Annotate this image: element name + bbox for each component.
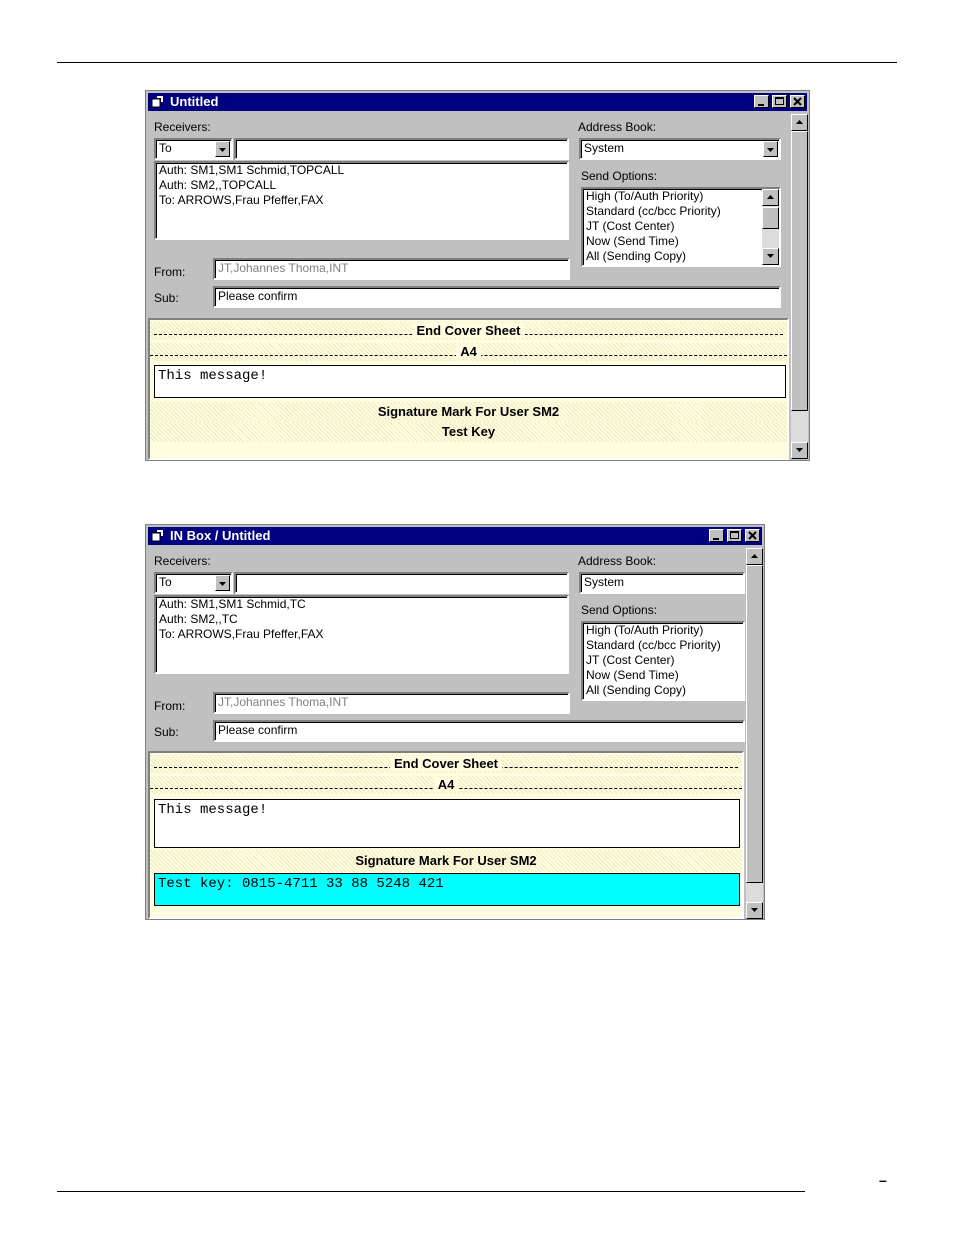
- list-item[interactable]: Auth: SM2,,TC: [159, 612, 238, 626]
- title-bar[interactable]: [148, 527, 762, 545]
- window-scrollbar[interactable]: [791, 114, 808, 459]
- minimize-button[interactable]: [709, 529, 724, 542]
- list-item[interactable]: All (Sending Copy): [586, 683, 687, 697]
- list-item[interactable]: Auth: SM1,SM1 Schmid,TC: [159, 597, 306, 611]
- chevron-down-icon: [767, 148, 775, 153]
- address-book-dropdown[interactable]: [763, 141, 778, 157]
- arrow-down-icon: [796, 448, 804, 453]
- test-key-field[interactable]: Test key: 0815-4711 33 88 5248 421: [154, 873, 740, 906]
- recipient-type-select[interactable]: To: [154, 572, 233, 594]
- subject-field[interactable]: Please confirm: [213, 286, 781, 308]
- arrow-down-icon: [751, 908, 759, 913]
- from-label: From:: [154, 265, 186, 279]
- compose-window-inbox: [145, 524, 765, 920]
- minimize-icon: [756, 96, 767, 107]
- list-item[interactable]: To: ARROWS,Frau Pfeffer,FAX: [159, 627, 324, 641]
- window-scrollbar[interactable]: [746, 548, 763, 919]
- footer-rule: [57, 1191, 805, 1192]
- maximize-icon: [774, 96, 785, 107]
- arrow-up-icon: [796, 120, 804, 125]
- list-item[interactable]: Now (Send Time): [586, 668, 679, 682]
- minimize-button[interactable]: [754, 95, 769, 108]
- list-item[interactable]: Standard (cc/bcc Priority): [586, 638, 721, 652]
- end-cover-sheet-separator: End Cover Sheet: [150, 322, 787, 340]
- app-icon: [151, 96, 163, 108]
- arrow-up-icon: [767, 195, 775, 200]
- list-item[interactable]: To: ARROWS,Frau Pfeffer,FAX: [159, 193, 324, 207]
- close-button[interactable]: [790, 95, 805, 108]
- subject-field[interactable]: Please confirm: [213, 720, 745, 742]
- signature-mark: Signature Mark For User SM2: [150, 850, 742, 872]
- scroll-down-button[interactable]: [746, 902, 763, 919]
- close-icon: [747, 530, 758, 541]
- scroll-up-button[interactable]: [791, 114, 808, 131]
- compose-window-untitled: [145, 90, 810, 461]
- address-book-label: Address Book:: [578, 554, 657, 568]
- arrow-up-icon: [751, 554, 759, 559]
- recipient-type-dropdown[interactable]: [215, 141, 230, 157]
- receivers-list[interactable]: [154, 595, 569, 674]
- close-icon: [792, 96, 803, 107]
- maximize-icon: [729, 530, 740, 541]
- send-options-scrollbar[interactable]: [762, 189, 779, 265]
- maximize-button[interactable]: [772, 95, 787, 108]
- list-item[interactable]: Now (Send Time): [586, 234, 679, 248]
- scroll-thumb[interactable]: [791, 131, 808, 411]
- list-item[interactable]: Auth: SM1,SM1 Schmid,TOPCALL: [159, 163, 345, 177]
- recipient-input[interactable]: [234, 572, 569, 594]
- address-book-label: Address Book:: [578, 120, 657, 134]
- app-icon: [151, 530, 163, 542]
- message-body[interactable]: This message!: [154, 799, 740, 848]
- sub-label: Sub:: [154, 725, 179, 739]
- list-item[interactable]: High (To/Auth Priority): [586, 623, 704, 637]
- page-size-separator: A4: [150, 343, 787, 361]
- signature-mark: Signature Mark For User SM2: [150, 402, 787, 422]
- scroll-down-button[interactable]: [762, 248, 779, 265]
- scroll-up-button[interactable]: [762, 189, 779, 206]
- sub-label: Sub:: [154, 291, 179, 305]
- list-item[interactable]: Standard (cc/bcc Priority): [586, 204, 721, 218]
- scroll-thumb[interactable]: [746, 565, 763, 883]
- minimize-icon: [711, 530, 722, 541]
- window-title: IN Box / Untitled: [170, 528, 271, 543]
- scroll-down-button[interactable]: [791, 442, 808, 459]
- list-item[interactable]: High (To/Auth Priority): [586, 189, 704, 203]
- send-options-label: Send Options:: [581, 603, 658, 617]
- chevron-down-icon: [219, 582, 227, 587]
- arrow-down-icon: [767, 254, 775, 259]
- list-item[interactable]: JT (Cost Center): [586, 653, 675, 667]
- list-item[interactable]: All (Sending Copy): [586, 249, 687, 263]
- receivers-label: Receivers:: [154, 554, 211, 568]
- scroll-up-button[interactable]: [746, 548, 763, 565]
- maximize-button[interactable]: [727, 529, 742, 542]
- footer-mark: –: [879, 1172, 887, 1188]
- address-book-select[interactable]: System: [579, 572, 745, 594]
- send-options-label: Send Options:: [581, 169, 658, 183]
- list-item[interactable]: Auth: SM2,,TOPCALL: [159, 178, 277, 192]
- close-button[interactable]: [745, 529, 760, 542]
- recipient-type-select[interactable]: To: [154, 138, 233, 160]
- list-item[interactable]: JT (Cost Center): [586, 219, 675, 233]
- address-book-select[interactable]: System: [579, 138, 781, 160]
- receivers-list[interactable]: [154, 161, 569, 240]
- page-size-separator: A4: [150, 776, 742, 794]
- message-document[interactable]: [148, 318, 789, 460]
- chevron-down-icon: [219, 148, 227, 153]
- message-body[interactable]: This message!: [154, 365, 786, 398]
- test-key-label: Test Key: [150, 422, 787, 442]
- from-label: From:: [154, 699, 186, 713]
- recipient-type-dropdown[interactable]: [215, 575, 230, 591]
- end-cover-sheet-separator: End Cover Sheet: [150, 755, 742, 773]
- send-options-list[interactable]: [581, 621, 745, 701]
- from-field[interactable]: JT,Johannes Thoma,INT: [213, 692, 570, 714]
- header-rule: [57, 62, 897, 63]
- recipient-input[interactable]: [234, 138, 569, 160]
- title-bar[interactable]: [148, 93, 807, 111]
- receivers-label: Receivers:: [154, 120, 211, 134]
- from-field[interactable]: JT,Johannes Thoma,INT: [213, 258, 570, 280]
- window-title: Untitled: [170, 94, 219, 109]
- scroll-thumb[interactable]: [762, 207, 779, 229]
- message-document[interactable]: [148, 751, 744, 919]
- send-options-list[interactable]: [581, 187, 781, 267]
